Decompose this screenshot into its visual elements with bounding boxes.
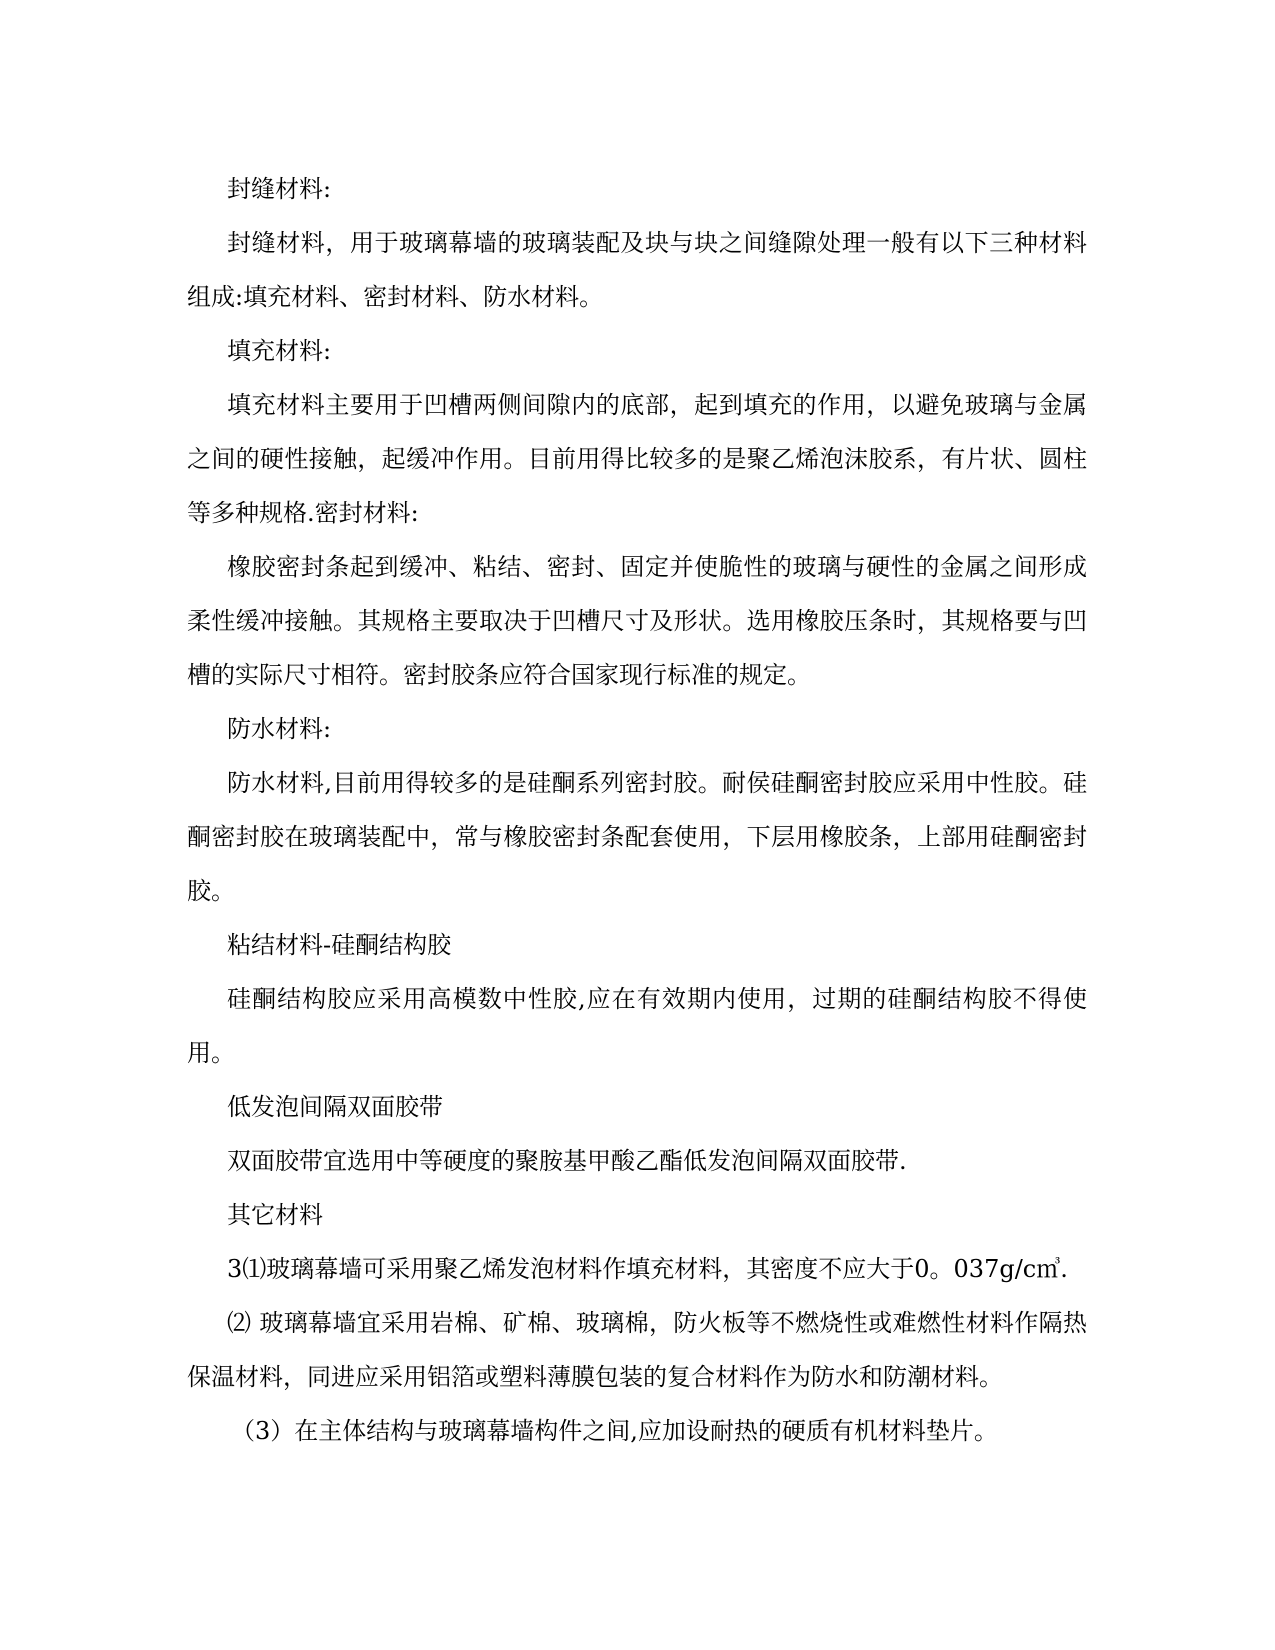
heading-structural-silicone: 粘结材料-硅酮结构胶 <box>227 931 452 959</box>
list-item-1: 3⑴玻璃幕墙可采用聚乙烯发泡材料作填充材料，其密度不应大于0。037g/c㎥. <box>227 1255 1068 1283</box>
heading-sealing-materials: 封缝材料: <box>227 175 332 203</box>
paragraph-rubber-sealing-strip: 橡胶密封条起到缓冲、粘结、密封、固定并使脆性的玻璃与硬性的金属之间形成柔性缓冲接触。其规格主要取决于凹槽尺寸及形状。选用橡胶压条时，其规格要与凹槽的实际尺寸相符。密封胶条应符合国家现行标准的规定。 <box>187 553 1087 689</box>
paragraph-double-sided-tape: 双面胶带宜选用中等硬度的聚胺基甲酸乙酯低发泡间隔双面胶带. <box>227 1147 907 1175</box>
heading-double-sided-tape: 低发泡间隔双面胶带 <box>227 1093 443 1121</box>
heading-waterproof-materials: 防水材料: <box>227 715 332 743</box>
list-item-2: ⑵ 玻璃幕墙宜采用岩棉、矿棉、玻璃棉，防火板等不燃烧性或难燃性材料作隔热保温材料，同进应采用铝箔或塑料薄膜包装的复合材料作为防水和防潮材料。 <box>187 1309 1087 1391</box>
paragraph-waterproof-materials: 防水材料,目前用得较多的是硅酮系列密封胶。耐侯硅酮密封胶应采用中性胶。硅酮密封胶在玻璃装配中，常与橡胶密封条配套使用，下层用橡胶条，上部用硅酮密封胶。 <box>187 769 1087 905</box>
paragraph-structural-silicone: 硅酮结构胶应采用高模数中性胶,应在有效期内使用，过期的硅酮结构胶不得使用。 <box>187 985 1087 1067</box>
paragraph-filling-materials: 填充材料主要用于凹槽两侧间隙内的底部，起到填充的作用，以避免玻璃与金属之间的硬性接触，起缓冲作用。目前用得比较多的是聚乙烯泡沫胶系，有片状、圆柱等多种规格.密封材料: <box>187 391 1087 527</box>
heading-other-materials: 其它材料 <box>227 1201 323 1229</box>
document-body <box>187 162 1087 1458</box>
list-item-3: （3）在主体结构与玻璃幕墙构件之间,应加设耐热的硬质有机材料垫片。 <box>231 1417 998 1445</box>
paragraph-sealing-materials: 封缝材料，用于玻璃幕墙的玻璃装配及块与块之间缝隙处理一般有以下三种材料组成:填充材料、密封材料、防水材料。 <box>187 229 1087 311</box>
heading-filling-materials: 填充材料: <box>227 337 332 365</box>
